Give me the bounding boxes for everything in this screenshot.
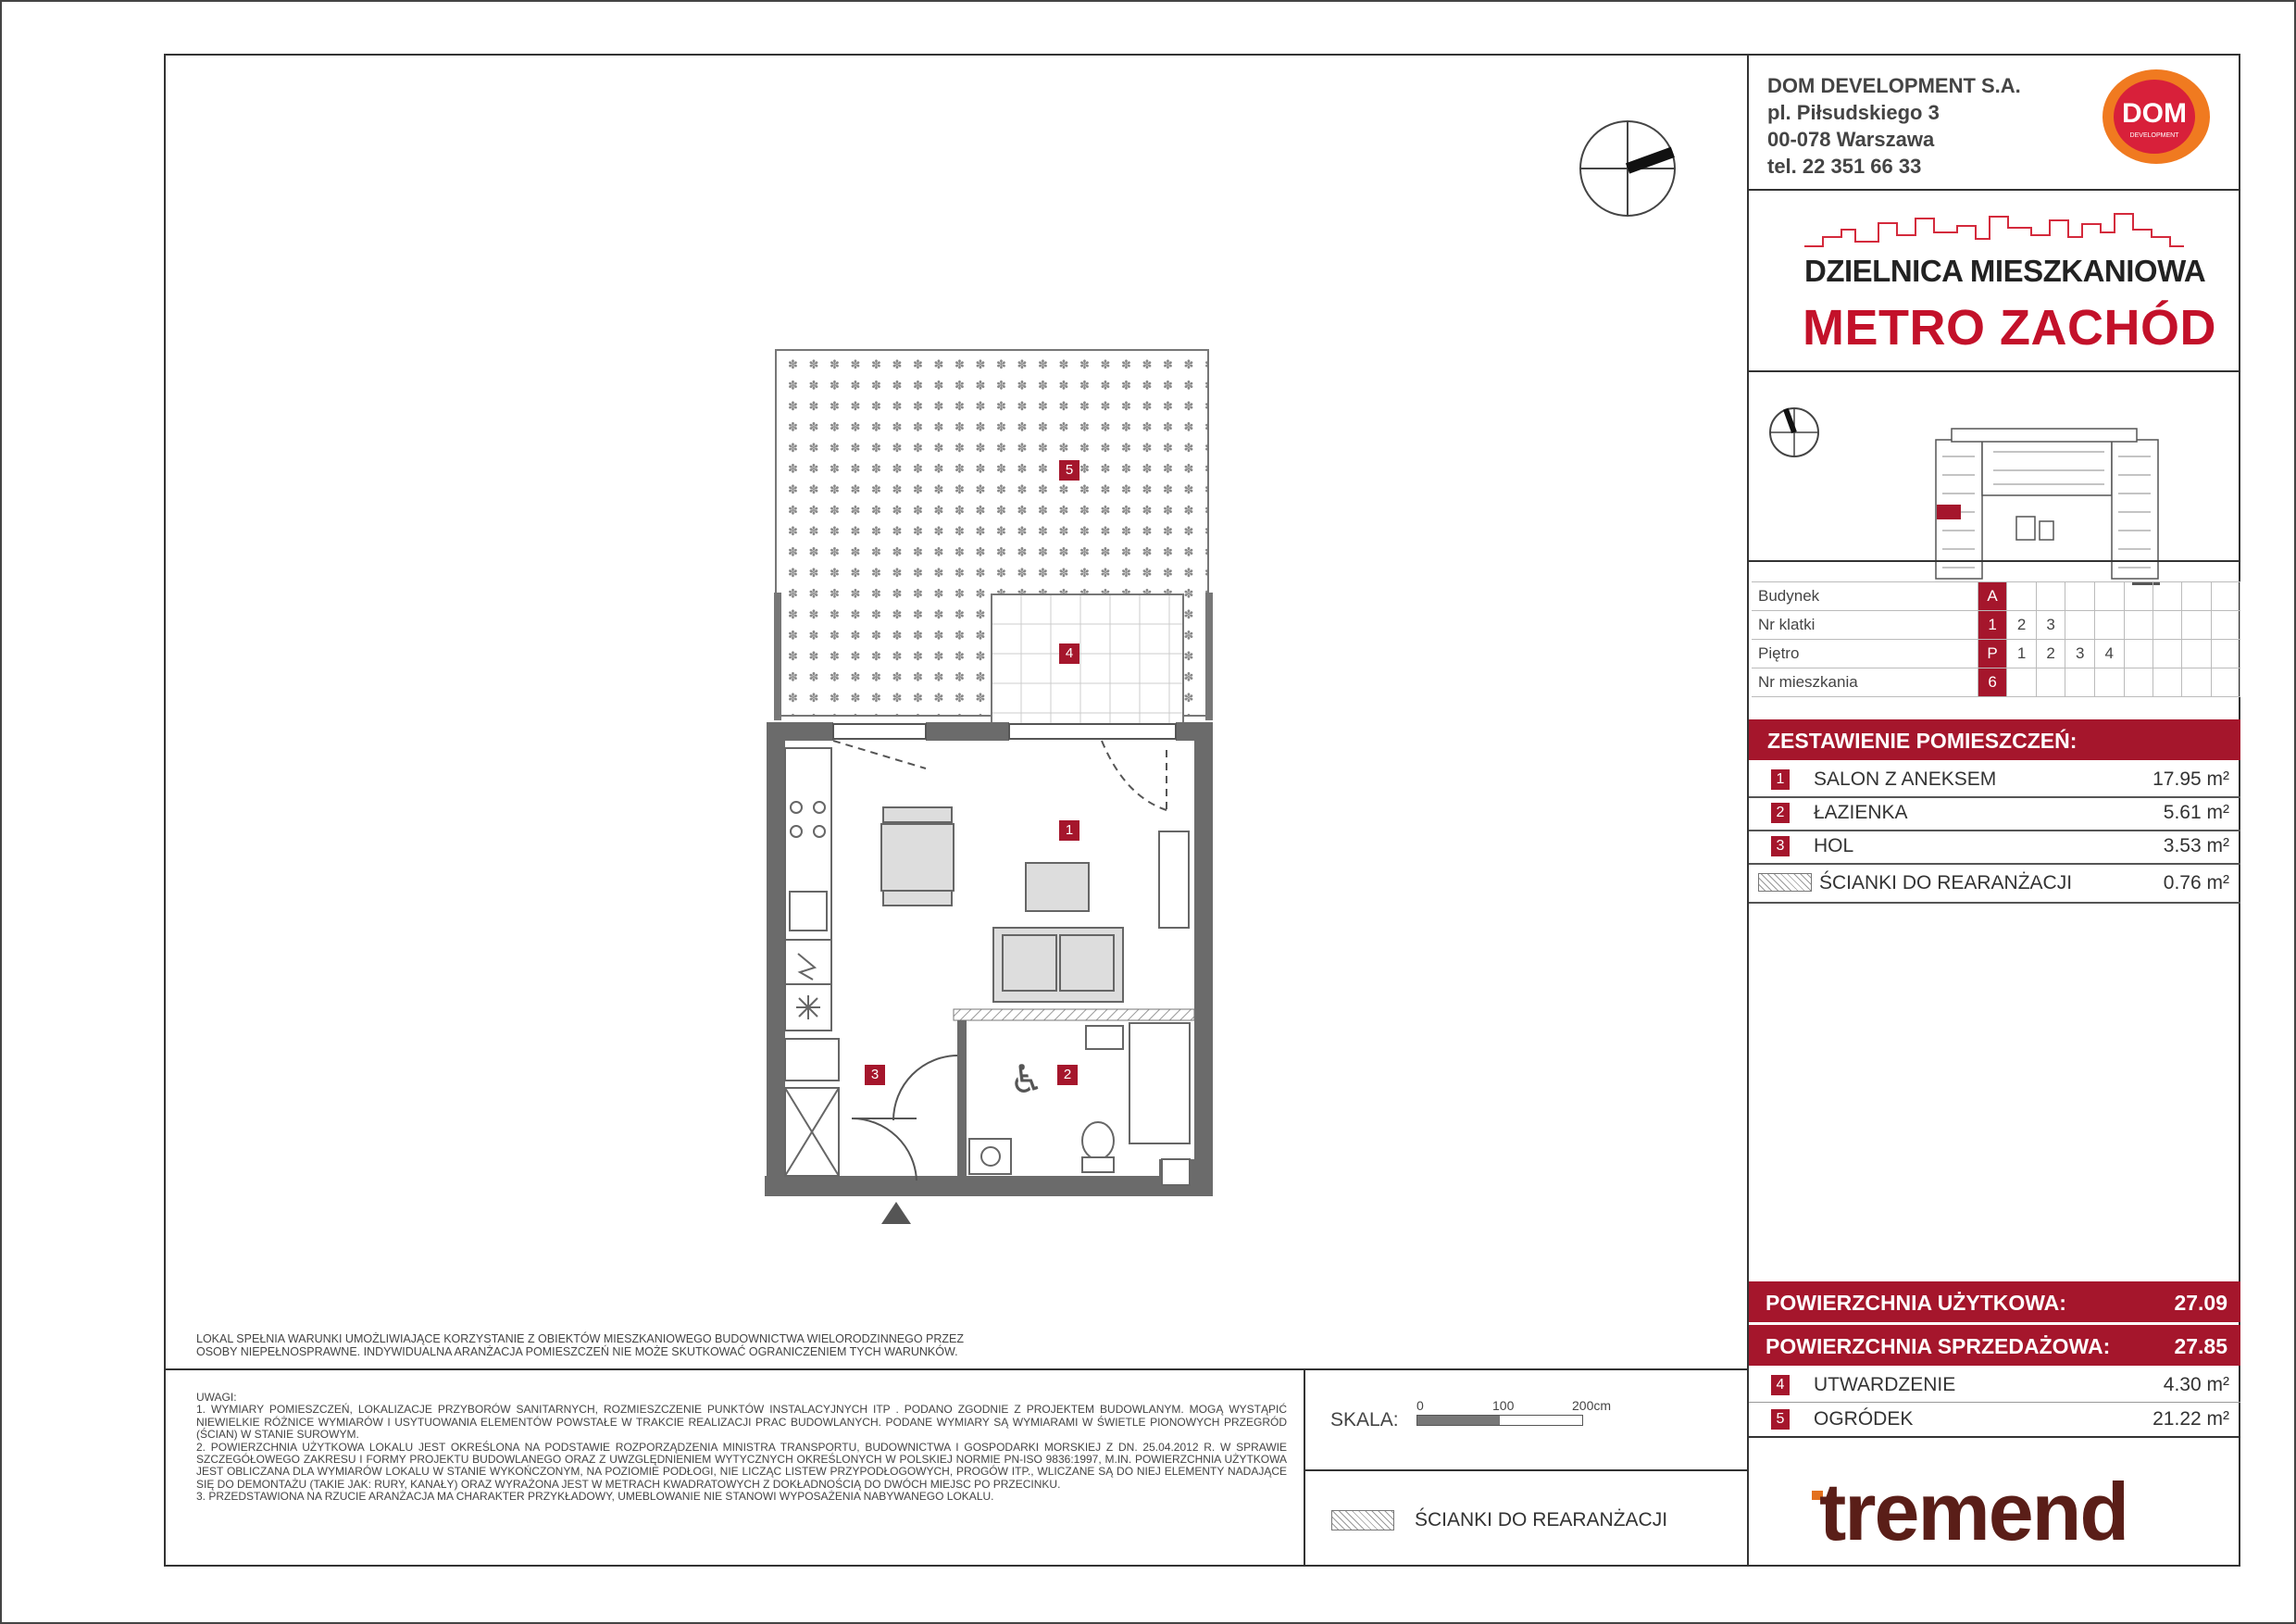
coffee-table <box>1026 863 1089 911</box>
location-row-label: Piętro <box>1752 640 1978 668</box>
sofa <box>993 928 1123 1002</box>
room-row-2-area: 5.61 m² <box>2163 802 2229 823</box>
room-label-1: 1 <box>1059 820 1079 841</box>
location-cell <box>2094 582 2124 611</box>
extra-row-4-num: 4 <box>1771 1375 1790 1395</box>
location-row-label: Budynek <box>1752 582 1978 611</box>
note-1: 1. WYMIARY POMIESZCZEŃ, LOKALIZACJE PRZYBORÓW SANITARNYCH, ROZMIESZCZENIE PUNKTÓW INSTALACYJNYCH ITP . PODANO ZGODNIE Z PROJEKTEM BUDOWLANYM. MOGĄ WYSTĄPIĆ NIEWIELKIE RÓŻNICE WYMIARÓW I USYTUOWANIA ELEMENTÓW POWSTAŁE W TRAKCIE REALIZACJI PRAC BUDOWLANYCH. PODANE WYMIARY SĄ WYMIARAMI W ŚWIETLE PIONOWYCH PRZEGRÓD (ŚCIAN) W STANIE SUROWYM. <box>196 1403 1287 1442</box>
room-row-3-num: 3 <box>1771 836 1790 856</box>
walls-legend-swatch <box>1331 1510 1394 1530</box>
rooms-header-label: ZESTAWIENIE POMIESZCZEŃ: <box>1767 729 2078 753</box>
bathroom-wall <box>957 1020 967 1176</box>
location-cell: 1 <box>2007 640 2037 668</box>
dom-development-logo <box>2099 67 2214 167</box>
extra-row-5-area: 21.22 m² <box>2152 1408 2229 1430</box>
room-row-2-num: 2 <box>1771 803 1790 823</box>
walls-row-area: 0.76 m² <box>2163 872 2229 893</box>
location-cell: 1 <box>1978 611 2007 640</box>
rooms-header <box>1749 719 2240 760</box>
note-2: 2. POWIERZCHNIA UŻYTKOWA LOKALU JEST OKREŚLONA NA PODSTAWIE ROZPORZĄDZENIA MINISTRA TRANSPORTU, BUDOWNICTWA I GOSPODARKI MORSKIEJ Z DN. 25.04.2012 R. W SPRAWIE SZCZEGÓŁOWEGO ZAKRESU I FORMY PROJEKTU BUDOWLANEGO ORAZ Z UWZGLĘDNIENIEM WYTYCZNYCH OKREŚLONYCH W POLSKIEJ NORMIE PN-ISO 9836:1997, M.IN. POWIERZCHNIA UŻYTKOWA JEST OBLICZANA DLA WYMIARÓW LOKALU W STANIE WYKOŃCZONYM, NA POZIOMIE PODŁOGI, NIE LICZĄC LISTEW PRZYPODŁOGOWYCH, PROGÓW ITP., WLICZANE SĄ DO NIEJ ELEMENTY NADAJĄCE SIĘ DO DEMONTAŻU (TAKIE JAK: RURY, KANAŁY) ORAZ WYRAŻONA JEST W METRACH KWADRATOWYCH Z DOKŁADNOŚCIĄ DO DWÓCH MIEJSC PO PRZECINKU. <box>196 1440 1287 1491</box>
location-table <box>1752 581 2240 697</box>
location-row-label: Nr mieszkania <box>1752 668 1978 697</box>
company-address-2: 00-078 Warszawa <box>1767 128 1935 151</box>
scale-tick-0: 0 <box>1416 1398 1424 1413</box>
location-cell <box>2182 668 2211 697</box>
location-cell <box>2211 668 2240 697</box>
terrace-area <box>992 594 1183 729</box>
location-cell <box>2182 582 2211 611</box>
location-cell: 2 <box>2007 611 2037 640</box>
wheelchair-icon: ♿ <box>1009 1056 1044 1102</box>
walls-row <box>1749 863 2240 904</box>
company-info <box>1767 72 2021 180</box>
sales-area-value: 27.85 <box>2174 1334 2227 1358</box>
scale-divider <box>1304 1368 1305 1567</box>
location-cell <box>2152 640 2181 668</box>
room-row-2-name: ŁAZIENKA <box>1814 802 1908 823</box>
room-row-1 <box>1749 763 2240 798</box>
small-compass-icon <box>1770 408 1818 456</box>
dining-table <box>881 807 954 906</box>
scale-tick-200: 200cm <box>1572 1398 1612 1413</box>
extra-row-4-name: UTWARDZENIE <box>1814 1374 1956 1395</box>
rearrangement-walls <box>954 1009 1194 1020</box>
location-cell: 3 <box>2065 640 2095 668</box>
extra-row-4-area: 4.30 m² <box>2163 1374 2229 1395</box>
scale-separator <box>1304 1469 1747 1471</box>
tremend-logo: tremend <box>1819 1466 2128 1557</box>
logo-text: DOM <box>2122 98 2187 129</box>
kitchen-unit <box>785 748 831 1031</box>
extra-row-5-name: OGRÓDEK <box>1814 1408 1914 1430</box>
room-label-3: 3 <box>865 1065 885 1085</box>
room-label-4: 4 <box>1059 643 1079 664</box>
room-row-1-area: 17.95 m² <box>2152 768 2229 790</box>
location-cell <box>2211 611 2240 640</box>
room-label-2: 2 <box>1057 1065 1078 1085</box>
location-cell <box>2094 611 2124 640</box>
location-cell <box>2182 640 2211 668</box>
location-cell: A <box>1978 582 2007 611</box>
title-block <box>1747 54 2240 1567</box>
company-address-1: pl. Piłsudskiego 3 <box>1767 101 1940 124</box>
scale-label: SKALA: <box>1330 1409 1399 1430</box>
location-cell <box>2152 582 2181 611</box>
room-row-1-name: SALON Z ANEKSEM <box>1814 768 1997 790</box>
location-cell: 2 <box>2036 640 2065 668</box>
company-name: DOM DEVELOPMENT S.A. <box>1767 74 2021 97</box>
location-cell <box>2065 582 2095 611</box>
location-cell <box>2124 640 2152 668</box>
notes-block <box>196 1392 1287 1504</box>
location-cell <box>2036 668 2065 697</box>
scale-bar <box>1416 1415 1583 1426</box>
location-cell <box>2036 582 2065 611</box>
walls-legend-label: ŚCIANKI DO REARANŻACJI <box>1415 1509 1668 1530</box>
extra-row-5 <box>1749 1403 2240 1438</box>
room-label-5: 5 <box>1059 460 1079 481</box>
project-line-1: DZIELNICA MIESZKANIOWA <box>1804 254 2206 288</box>
walls-row-name: ŚCIANKI DO REARANŻACJI <box>1819 872 2073 893</box>
accessibility-note: LOKAL SPEŁNIA WARUNKI UMOŻLIWIAJĄCE KORZYSTANIE Z OBIEKTÓW MIESZKANIOWEGO BUDOWNICTWA WIELORODZINNEGO PRZEZ OSOBY NIEPEŁNOSPRAWNE. INDYWIDUALNA ARANŻACJA POMIESZCZEŃ NIE MOŻE SKUTKOWAĆ OGRANICZENIEM TYCH WARUNKÓW. <box>196 1332 965 1358</box>
usable-area-bar <box>1749 1281 2240 1322</box>
note-3: 3. PRZEDSTAWIONA NA RZUCIE ARANŻACJA MA CHARAKTER PRZYKŁADOWY, UMEBLOWANIE NIE STANOWI WYPOSAŻENIA NABYWANEGO LOKALU. <box>196 1490 994 1504</box>
extra-row-5-num: 5 <box>1771 1409 1790 1430</box>
location-cell <box>2094 668 2124 697</box>
room-row-3-name: HOL <box>1814 835 1854 856</box>
location-cell <box>2065 668 2095 697</box>
location-cell: 4 <box>2094 640 2124 668</box>
door-swings <box>833 741 1167 813</box>
location-cell <box>2211 640 2240 668</box>
location-row <box>1752 611 2240 640</box>
entrance-arrow-icon <box>881 1202 911 1224</box>
location-cell: 3 <box>2036 611 2065 640</box>
location-row-label: Nr klatki <box>1752 611 1978 640</box>
location-cell <box>2124 668 2152 697</box>
room-row-3-area: 3.53 m² <box>2163 835 2229 856</box>
extra-row-4 <box>1749 1368 2240 1403</box>
location-cell <box>2007 668 2037 697</box>
scale-tick-100: 100 <box>1492 1398 1515 1413</box>
location-cell: 6 <box>1978 668 2007 697</box>
notes-title: UWAGI: <box>196 1391 237 1404</box>
floor-plan <box>164 54 1747 1313</box>
company-phone: tel. 22 351 66 33 <box>1767 155 1922 178</box>
bathroom-fixtures <box>969 1023 1190 1185</box>
location-cell <box>2124 582 2152 611</box>
location-row <box>1752 668 2240 697</box>
skyline-icon <box>1804 209 2184 251</box>
wardrobe <box>785 1039 839 1176</box>
project-line-2: METRO ZACHÓD <box>1803 300 2216 356</box>
site-key-plan <box>1762 382 2225 605</box>
location-cell <box>2182 611 2211 640</box>
walls-swatch <box>1758 873 1812 892</box>
location-cell <box>2211 582 2240 611</box>
room-row-1-num: 1 <box>1771 769 1790 790</box>
sales-area-label: POWIERZCHNIA SPRZEDAŻOWA: <box>1766 1334 2111 1358</box>
logo-sub: DEVELOPMENT <box>2129 132 2179 139</box>
notes-separator <box>164 1368 1747 1370</box>
location-cell <box>2152 668 2181 697</box>
location-row <box>1752 640 2240 668</box>
north-compass-icon <box>1580 121 1675 216</box>
location-cell <box>2124 611 2152 640</box>
tall-cabinet <box>1159 831 1189 928</box>
sales-area-bar <box>1749 1325 2240 1366</box>
room-row-2 <box>1749 796 2240 831</box>
location-cell <box>2065 611 2095 640</box>
location-cell <box>2152 611 2181 640</box>
location-cell <box>2007 582 2037 611</box>
location-cell: P <box>1978 640 2007 668</box>
room-row-3 <box>1749 830 2240 865</box>
usable-area-label: POWIERZCHNIA UŻYTKOWA: <box>1766 1291 2066 1315</box>
usable-area-value: 27.09 <box>2174 1291 2227 1315</box>
location-row <box>1752 582 2240 611</box>
